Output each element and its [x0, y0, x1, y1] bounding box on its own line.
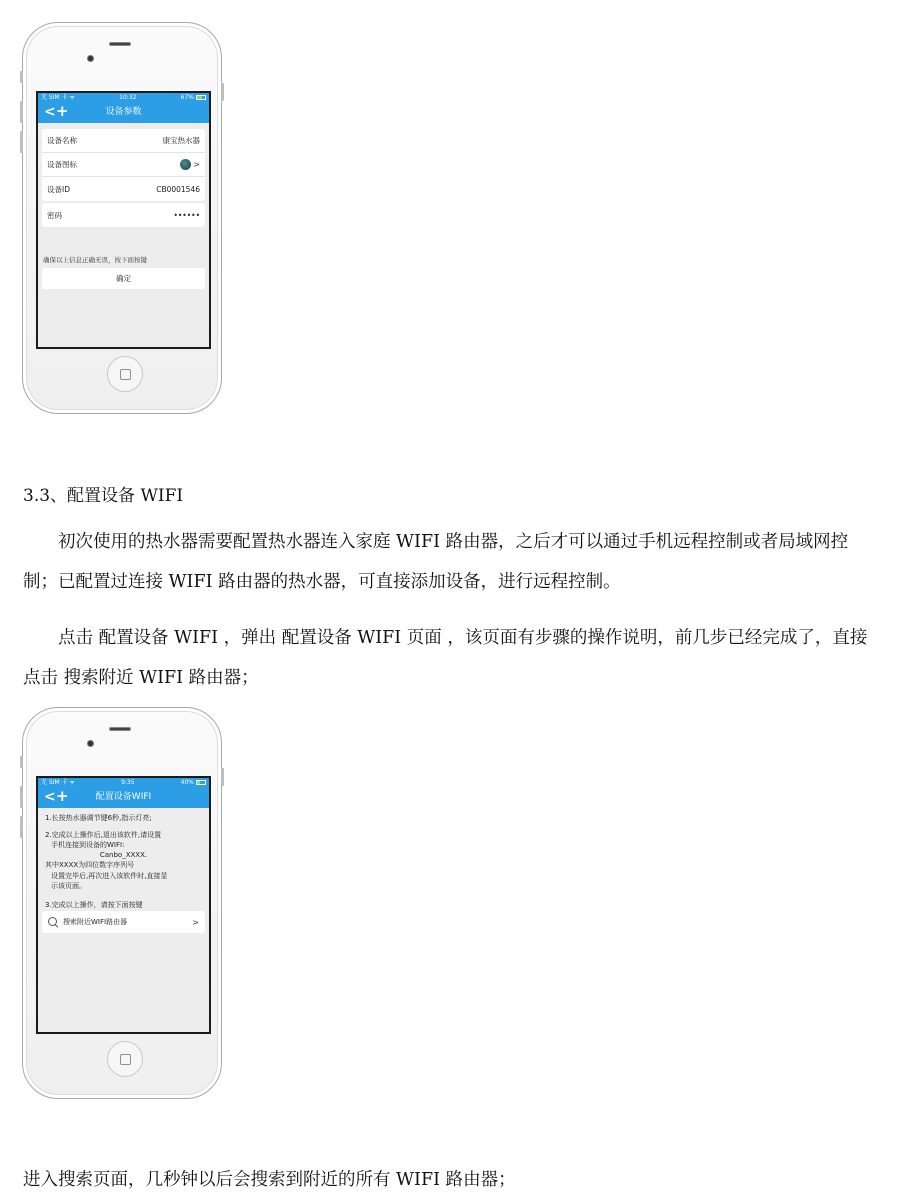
home-square-icon [120, 369, 131, 380]
battery-icon [196, 780, 206, 785]
volume-up-button [20, 786, 23, 808]
home-button [107, 356, 143, 392]
row-label: 设备ID [47, 184, 70, 194]
step-1-text: 1.长按热水器调节键6秒,指示灯亮; [45, 814, 152, 822]
section-heading: 3.3、配置设备 WIFI [23, 486, 184, 506]
status-bar [38, 93, 209, 102]
paragraph-text: 初次使用的热水器需要配置热水器连入家庭 WIFI 路由器，之后才可以通过手机远程控制或者局域网控制；已配置过连接 WIFI 路由器的热水器，可直接添加设备，进行远程控制。 [23, 532, 849, 592]
row-label: 设备图标 [47, 160, 77, 169]
volume-down-button [20, 816, 23, 838]
nav-title: 配置设备WIFI [95, 792, 152, 802]
front-camera [87, 55, 94, 62]
back-icon[interactable]: < [44, 789, 56, 805]
row-value: 康宝热水器 [162, 136, 200, 145]
carrier-text: 无 SIM 卡 ᯤ [41, 94, 75, 101]
carrier-text: 无 SIM 卡 ᯤ [41, 779, 75, 786]
battery-text: 67% [180, 94, 194, 101]
battery-indicator [181, 93, 206, 102]
phone-mockup-config-wifi [22, 707, 222, 1099]
device-name-row[interactable] [42, 129, 205, 153]
home-square-icon [120, 1054, 131, 1065]
volume-up-button [20, 101, 23, 123]
ssid-text: Canbo_XXXX. [99, 851, 148, 859]
paragraph-text: 点击 配置设备 WIFI ，弹出 配置设备 WIFI 页面 ，该页面有步骤的操作说明，前几步已经完成了，直接点击 搜索附近 WIFI 路由器； [23, 628, 868, 688]
mute-switch [20, 71, 23, 83]
search-wifi-label: 搜索附近WIFI路由器 [63, 918, 128, 926]
chevron-right-icon: > [193, 160, 200, 169]
add-icon[interactable]: + [56, 787, 69, 805]
earpiece-speaker [109, 42, 131, 46]
instruction-steps [38, 808, 209, 910]
password-group [42, 203, 205, 227]
clock-text: 9:35 [121, 779, 135, 786]
confirm-hint: 确保以上信息正确无误，按下面按键 [43, 256, 147, 264]
status-bar [38, 778, 209, 787]
search-wifi-button[interactable] [42, 911, 205, 933]
nav-bar [38, 787, 209, 808]
nav-bar [38, 102, 209, 123]
confirm-button[interactable]: 确定 [42, 268, 205, 289]
paragraph-search: 进入搜索页面，几秒钟以后会搜索到附近的所有 WIFI 路由器； [23, 1170, 516, 1190]
back-icon[interactable]: < [44, 104, 56, 120]
step-3-text: 3.完成以上操作，请按下面按键 [45, 901, 143, 909]
step-2-text: 手机连接到设备的WIFI: [51, 841, 125, 849]
password-dots: •••••• [173, 210, 200, 220]
mute-switch [20, 756, 23, 768]
front-camera [87, 740, 94, 747]
nav-title: 设备参数 [105, 107, 142, 117]
chevron-right-icon: > [192, 917, 199, 927]
battery-indicator [181, 778, 206, 787]
clock-text: 10:32 [119, 94, 137, 101]
battery-text: 40% [180, 779, 194, 786]
search-icon [48, 917, 58, 927]
row-value: CB0001546 [156, 184, 200, 194]
phone-mockup-device-params [22, 22, 222, 414]
step-2-note: 设置完毕后,再次进入该软件时,直接显 [51, 872, 168, 880]
device-avatar-icon [180, 159, 191, 170]
earpiece-speaker [109, 727, 131, 731]
home-button [107, 1041, 143, 1077]
row-value [180, 159, 200, 170]
device-icon-row[interactable] [42, 153, 205, 177]
phone-screen [36, 91, 211, 349]
phone-screen [36, 776, 211, 1034]
volume-down-button [20, 131, 23, 153]
power-button [221, 768, 224, 786]
step-2-note: 其中XXXX为四位数字序列号 [45, 861, 135, 869]
battery-icon [196, 95, 206, 100]
add-icon[interactable]: + [56, 102, 69, 120]
paragraph-instructions [23, 618, 883, 698]
device-info-group [42, 129, 205, 201]
paragraph-intro [23, 522, 883, 602]
step-2-note: 示该页面。 [51, 882, 86, 890]
power-button [221, 83, 224, 101]
row-label: 密码 [47, 210, 62, 220]
password-row[interactable] [42, 203, 205, 227]
device-id-row[interactable] [42, 177, 205, 201]
row-label: 设备名称 [47, 136, 77, 145]
step-2-text: 2.完成以上操作后,退出该软件,请设置 [45, 831, 162, 839]
